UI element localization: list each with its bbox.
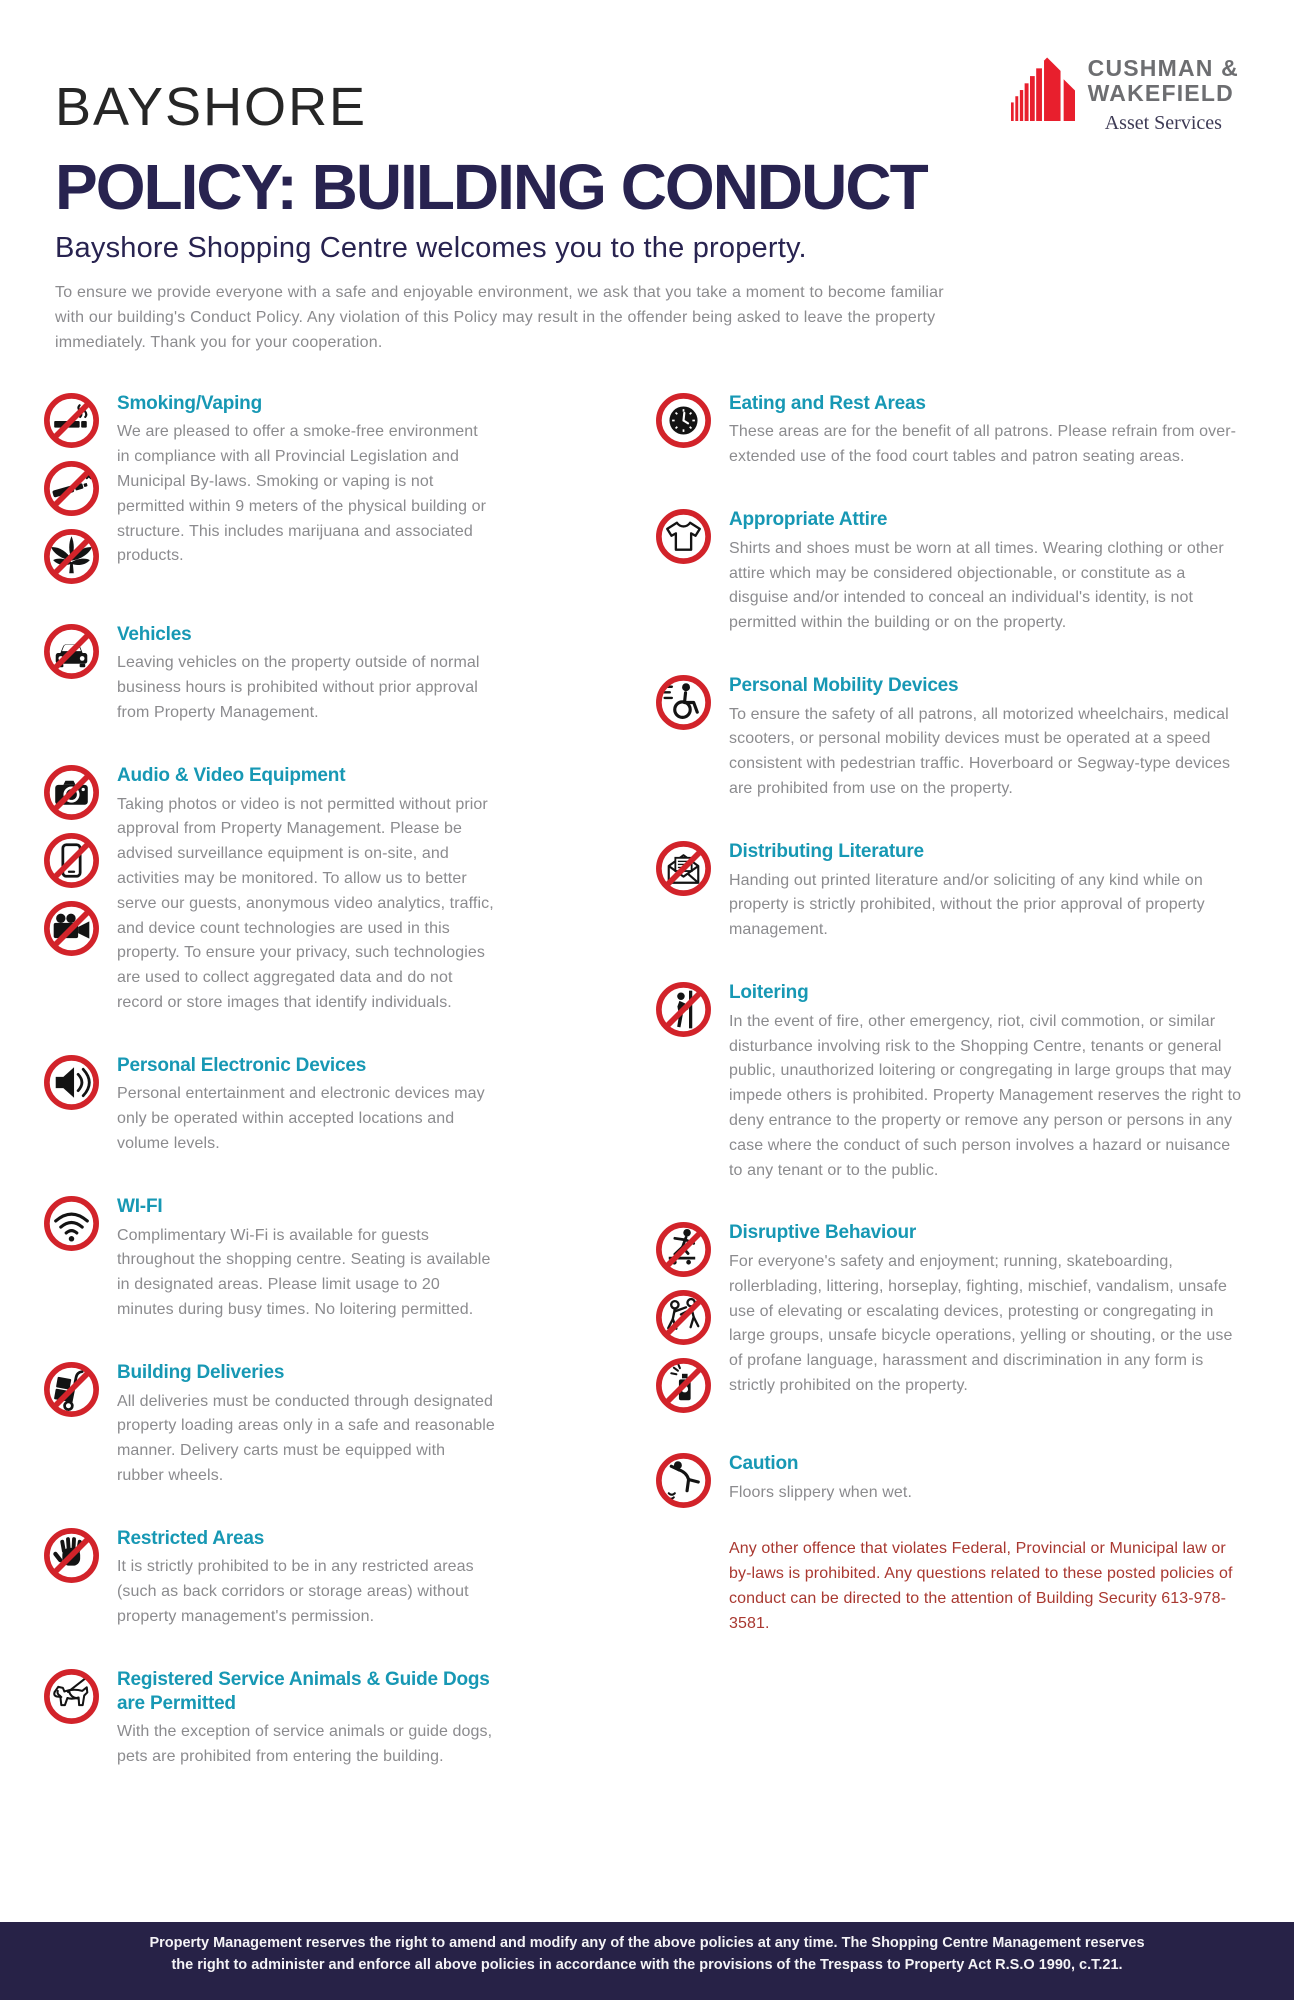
no-loitering-icon — [655, 981, 712, 1038]
no-fighting-icon — [655, 1289, 712, 1346]
page-title: POLICY: BUILDING CONDUCT — [55, 150, 927, 223]
icon-stack — [655, 392, 712, 470]
cw-building-icon — [1011, 56, 1075, 122]
wifi-icon — [43, 1195, 100, 1252]
section-body: We are pleased to offer a smoke-free environment in compliance with all Provincial Legislation and Municipal By-laws. Smoking or vaping is not permitted within 9 meters of the physical building or structure. This includes marijuana and associated products. — [117, 423, 487, 565]
icon-stack — [43, 1195, 100, 1323]
section-title: Loitering — [729, 982, 809, 1004]
section-title: Vehicles — [117, 623, 192, 645]
no-hand-truck-icon — [43, 1361, 100, 1418]
policy-columns — [0, 392, 1294, 1808]
icon-stack — [655, 674, 712, 802]
section-body: Complimentary Wi-Fi is available for guests throughout the shopping centre. Seating is available in designated areas. Please limit usage to 20 minutes during busy times. No loitering permitted. — [117, 1226, 491, 1318]
icon-stack — [43, 1527, 100, 1630]
section-disruptive-behaviour — [655, 1221, 1245, 1414]
no-vehicle-icon — [43, 623, 100, 680]
section-smoking-vaping — [43, 392, 495, 585]
no-marijuana-icon — [43, 528, 100, 585]
no-literature-icon — [655, 840, 712, 897]
section-title: Eating and Rest Areas — [729, 392, 926, 414]
guide-dog-icon — [43, 1668, 100, 1725]
icon-stack — [43, 1361, 100, 1489]
section-body: Shirts and shoes must be worn at all times. Wearing clothing or other attire which may be considered objectionable, or constitute as a disguise and/or intended to conceal an individual's identity, is not permitted within the building or on the property. — [729, 539, 1224, 632]
cw-name-line1: CUSHMAN & — [1087, 55, 1239, 81]
section-audio-video — [43, 764, 495, 1016]
intro-paragraph: To ensure we provide everyone with a safe and enjoyable environment, we ask that you take a moment to become familiar with our building's Conduct Policy. Any violation of this Policy may result in the offender being asked to leave the property immediately. Thank you for your cooperation. — [55, 283, 944, 352]
section-title: Registered Service Animals & Guide Dogs are Permitted — [117, 1668, 490, 1714]
no-spray-paint-icon — [655, 1357, 712, 1414]
clock-icon — [655, 392, 712, 449]
section-service-animals — [43, 1668, 495, 1770]
icon-stack — [43, 392, 100, 585]
section-personal-electronic-devices — [43, 1054, 495, 1157]
section-body: For everyone's safety and enjoyment; running, skateboarding, rollerblading, littering, horseplay, fighting, mischief, vandalism, unsafe use of elevating or escalating devices, protesting or congregating in large groups, unsafe bicycle operations, yelling or shouting, or the use of profane language, harassment and discrimination in any form is strictly prohibited on the property. — [729, 1253, 1233, 1395]
icon-stack — [655, 508, 712, 636]
section-building-deliveries — [43, 1361, 495, 1489]
section-title: Caution — [729, 1453, 799, 1475]
speaker-volume-icon — [43, 1054, 100, 1111]
section-title: Distributing Literature — [729, 840, 924, 862]
no-entry-hand-icon — [43, 1527, 100, 1584]
no-video-camera-icon — [43, 900, 100, 957]
no-camera-icon — [43, 764, 100, 821]
welcome-line: Bayshore Shopping Centre welcomes you to the property. — [55, 231, 807, 264]
section-body: Floors slippery when wet. — [729, 1484, 913, 1502]
section-body: To ensure the safety of all patrons, all motorized wheelchairs, medical scooters, or personal mobility devices must be operated at a speed consistent with pedestrian traffic. Hoverboard or Segway-type devices are prohibited from use on the property. — [729, 705, 1231, 798]
icon-stack — [655, 981, 712, 1183]
section-title: Appropriate Attire — [729, 509, 888, 530]
section-body: All deliveries must be conducted through designated property loading areas only in a safe and reasonable manner. Delivery carts must be equipped with rubber wheels. — [117, 1392, 495, 1484]
section-title: Restricted Areas — [117, 1527, 265, 1549]
left-column — [43, 392, 495, 1808]
cw-name-line2: WAKEFIELD — [1087, 80, 1234, 107]
footer-line2: the right to administer and enforce all above policies in accordance with the provisions of the Trespass to Property Act R.S.O 1990, c.T.21. — [171, 1957, 1123, 1973]
cw-subtitle: Asset Services — [1104, 111, 1222, 134]
section-title: Audio & Video Equipment — [117, 764, 346, 786]
section-appropriate-attire — [655, 508, 1245, 636]
icon-stack — [655, 840, 712, 943]
section-title: Building Deliveries — [117, 1361, 285, 1383]
tshirt-icon — [655, 508, 712, 565]
section-title: WI-FI — [117, 1195, 163, 1217]
no-vaping-icon — [43, 460, 100, 517]
icon-stack — [43, 764, 100, 1016]
section-body: These areas are for the benefit of all patrons. Please refrain from over-extended use of the food court tables and patron seating areas. — [729, 423, 1237, 466]
section-loitering — [655, 981, 1245, 1183]
section-title: Personal Mobility Devices — [729, 674, 959, 696]
section-title: Personal Electronic Devices — [117, 1054, 367, 1076]
no-phone-icon — [43, 832, 100, 889]
section-body: With the exception of service animals or guide dogs, pets are prohibited from entering the building. — [117, 1723, 493, 1766]
section-body: It is strictly prohibited to be in any restricted areas (such as back corridors or storage areas) without property management's permission. — [117, 1558, 474, 1626]
icon-stack — [655, 1452, 712, 1509]
mobility-device-icon — [655, 674, 712, 731]
icon-stack — [43, 1668, 100, 1770]
section-vehicles — [43, 623, 495, 726]
icon-stack — [655, 1221, 712, 1414]
section-body: In the event of fire, other emergency, riot, civil commotion, or similar disturbance involving risk to the Shopping Centre, tenants or general public, unauthorized loitering or congregating in large groups that may impede others is prohibited. Property Management reserves the right to deny entrance to the property or remove any person or persons in any case where the conduct of such person involves a hazard or nuisance to any tenant or to the public. — [729, 1012, 1242, 1179]
section-body: Leaving vehicles on the property outside of normal business hours is prohibited without prior approval from Property Management. — [117, 654, 480, 721]
no-skateboarding-icon — [655, 1221, 712, 1278]
slippery-floor-icon — [655, 1452, 712, 1509]
section-body: Taking photos or video is not permitted without prior approval from Property Management. Please be advised surveillance equipment is on-site, and activities may be monitored. To allow us to better serve our guests, anonymous video analytics, traffic, and device count technologies are used in this property. To ensure your privacy, such technologies are used to collect aggregated data and do not record or store images that identify individuals. — [117, 795, 494, 1011]
footer-bar — [0, 1922, 1294, 2000]
section-distributing-literature — [655, 840, 1245, 943]
section-personal-mobility-devices — [655, 674, 1245, 802]
section-restricted-areas — [43, 1527, 495, 1630]
section-eating-rest-areas — [655, 392, 1245, 470]
section-title: Smoking/Vaping — [117, 392, 262, 414]
bayshore-logo: BAYSHORE — [55, 77, 368, 137]
cushman-wakefield-logo — [1011, 56, 1239, 135]
header — [0, 0, 1294, 135]
icon-stack — [43, 1054, 100, 1157]
section-wifi — [43, 1195, 495, 1323]
cw-logo-text — [1088, 56, 1239, 135]
section-caution — [655, 1452, 1245, 1509]
icon-stack — [43, 623, 100, 726]
legal-note: Any other offence that violates Federal, Provincial or Municipal law or by-laws is prohibited. Any questions related to these posted policies of conduct can be directed to the attention of Building Security 613-978-3581. — [729, 1540, 1233, 1632]
section-title: Disruptive Behaviour — [729, 1222, 917, 1244]
section-body: Handing out printed literature and/or soliciting of any kind while on property is strictly prohibited, without the prior approval of property management. — [729, 871, 1205, 939]
right-column — [655, 392, 1245, 1808]
footer-line1: Property Management reserves the right to amend and modify any of the above policies at any time. The Shopping Centre Management reserves — [149, 1934, 1145, 1951]
no-smoking-icon — [43, 392, 100, 449]
section-body: Personal entertainment and electronic devices may only be operated within accepted locations and volume levels. — [117, 1085, 485, 1153]
